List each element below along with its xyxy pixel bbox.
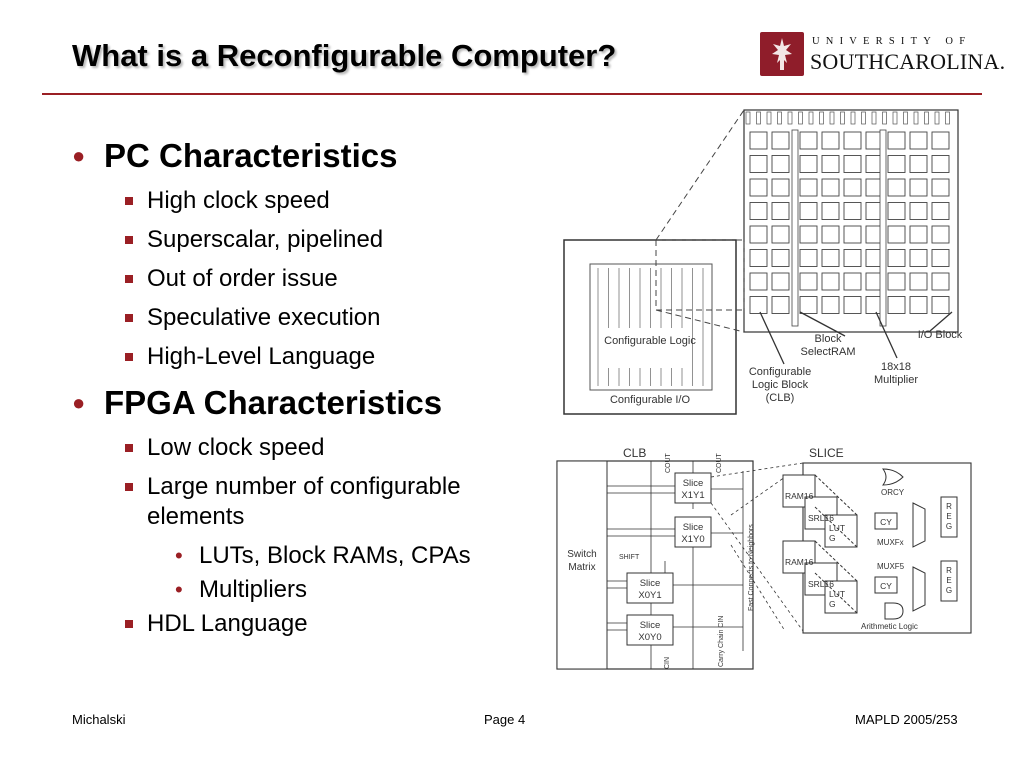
bullet-item: Large number of configurable elements (72, 472, 542, 532)
bullet-heading-pc: ● PC Characteristics (72, 134, 542, 186)
square-bullet-icon (125, 197, 133, 205)
clb-cell (888, 273, 905, 290)
cy-label: CY (880, 517, 892, 527)
clb-cell (772, 297, 789, 314)
arithmetic-logic-label: Arithmetic Logic (861, 622, 918, 631)
clb-cell (750, 179, 767, 196)
svg-text:G: G (945, 522, 953, 531)
bullet-dot-icon: ● (72, 390, 86, 415)
svg-text:LUT: LUT (829, 589, 846, 599)
svg-text:E: E (946, 576, 952, 585)
logo-top-text: UNIVERSITY OF (812, 36, 972, 47)
clb-cell (800, 156, 817, 173)
bullet-dot-icon: ● (72, 143, 86, 168)
clb-slice-figure (553, 441, 977, 674)
university-logo (760, 32, 1006, 78)
clb-cell (932, 203, 949, 220)
svg-text:SelectRAM: SelectRAM (800, 346, 856, 358)
clb-cell (910, 250, 927, 267)
svg-text:G: G (945, 586, 953, 595)
svg-text:RAM16: RAM16 (785, 491, 814, 501)
clb-cell (750, 297, 767, 314)
clb-cell (822, 156, 839, 173)
svg-text:X1Y1: X1Y1 (681, 490, 705, 501)
clb-cell (844, 203, 861, 220)
svg-text:G: G (829, 533, 836, 543)
clb-cell (844, 250, 861, 267)
clb-cell (750, 203, 767, 220)
clb-cell (844, 297, 861, 314)
clb-cell (772, 179, 789, 196)
clb-cell (772, 132, 789, 149)
svg-text:18x18: 18x18 (881, 361, 911, 373)
fpga-architecture-figure (560, 106, 980, 420)
svg-text:E: E (946, 512, 952, 521)
svg-text:COUT: COUT (716, 453, 723, 473)
bullet-list (72, 134, 542, 648)
cout-label: COUT (665, 453, 672, 473)
clb-cell (800, 132, 817, 149)
slice-title: SLICE (809, 446, 844, 460)
clb-cell (772, 203, 789, 220)
clb-cell (910, 226, 927, 243)
clb-cell (800, 273, 817, 290)
carry-chain-label: Carry Chain CIN (718, 615, 725, 667)
clb-cell (888, 132, 905, 149)
bullet-item: Speculative execution (72, 303, 542, 333)
square-bullet-icon (125, 620, 133, 628)
square-bullet-icon (125, 275, 133, 283)
footer-venue: MAPLD 2005/253 (855, 712, 958, 727)
clb-cell (888, 250, 905, 267)
orcy-label: ORCY (881, 488, 905, 497)
svg-text:SRL16: SRL16 (808, 513, 834, 523)
clb-cell (772, 156, 789, 173)
logo-main-text: SOUTHCAROLINA. (810, 49, 1006, 74)
clb-cell (910, 179, 927, 196)
svg-text:Matrix: Matrix (568, 562, 596, 573)
clb-cell (932, 132, 949, 149)
svg-text:Slice: Slice (639, 578, 661, 589)
shift-label: SHIFT (619, 554, 640, 561)
clb-cell (888, 179, 905, 196)
clb-cell (750, 250, 767, 267)
configurable-io-label: Configurable I/O (609, 394, 691, 406)
bullet-item: High clock speed (72, 186, 542, 216)
clb-cell (822, 273, 839, 290)
title-divider (42, 93, 982, 95)
clb-cell (844, 132, 861, 149)
svg-text:Switch: Switch (567, 549, 597, 560)
clb-cell (822, 179, 839, 196)
svg-text:Block: Block (814, 333, 842, 345)
clb-cell (932, 179, 949, 196)
university-seal-icon (760, 32, 804, 76)
clb-cell (844, 156, 861, 173)
slide-title: What is a Reconfigurable Computer? (72, 38, 617, 73)
block-ram-column (792, 130, 798, 326)
svg-text:G: G (829, 599, 836, 609)
bullet-heading-fpga: ● FPGA Characteristics (72, 381, 542, 433)
square-bullet-icon (125, 483, 133, 491)
svg-text:LUT: LUT (829, 523, 846, 533)
square-bullet-icon (125, 353, 133, 361)
clb-cell (772, 273, 789, 290)
bullet-item: Low clock speed (72, 433, 542, 463)
square-bullet-icon (125, 314, 133, 322)
clb-cell (844, 179, 861, 196)
clb-cell (910, 203, 927, 220)
svg-text:RAM16: RAM16 (785, 557, 814, 567)
clb-cell (888, 156, 905, 173)
clb-cell (932, 250, 949, 267)
clb-cell (910, 273, 927, 290)
bullet-item: HDL Language (72, 609, 542, 639)
bullet-item: Superscalar, pipelined (72, 225, 542, 255)
clb-cell (750, 156, 767, 173)
clb-cell (888, 297, 905, 314)
svg-text:X0Y1: X0Y1 (638, 590, 662, 601)
configurable-logic-label: Configurable Logic (604, 335, 696, 347)
clb-cell (910, 156, 927, 173)
clb-cell (750, 226, 767, 243)
clb-cell (800, 250, 817, 267)
block-ram-column (880, 130, 886, 326)
clb-cell (822, 203, 839, 220)
square-bullet-icon (125, 236, 133, 244)
clb-title: CLB (623, 446, 647, 460)
bullet-item: Out of order issue (72, 264, 542, 294)
round-bullet-icon: • (175, 577, 183, 602)
clb-cell (888, 203, 905, 220)
muxf5-label: MUXF5 (877, 562, 905, 571)
svg-text:Slice: Slice (682, 478, 704, 489)
clb-cell (822, 250, 839, 267)
clb-cell (750, 273, 767, 290)
clb-cell (932, 273, 949, 290)
bullet-item: High-Level Language (72, 342, 542, 372)
svg-text:X0Y0: X0Y0 (638, 632, 662, 643)
svg-text:(CLB): (CLB) (765, 392, 795, 404)
clb-cell (844, 273, 861, 290)
footer-author: Michalski (72, 712, 126, 727)
clb-cell (888, 226, 905, 243)
clb-cell (800, 203, 817, 220)
clb-cell (800, 179, 817, 196)
clb-cell (750, 132, 767, 149)
svg-text:X1Y0: X1Y0 (681, 534, 705, 545)
io-block-label: I/O Block (917, 329, 963, 341)
svg-text:Slice: Slice (682, 522, 704, 533)
clb-cell (910, 132, 927, 149)
zoom-line (656, 110, 744, 240)
footer-page-number: Page 4 (484, 712, 526, 727)
svg-text:Multiplier: Multiplier (873, 374, 919, 386)
clb-cell (910, 297, 927, 314)
sub-bullet-item: • Multipliers (175, 576, 308, 603)
svg-text:Slice: Slice (639, 620, 661, 631)
svg-text:R: R (946, 566, 952, 575)
muxfx-label: MUXFx (877, 538, 904, 547)
clb-cell (800, 226, 817, 243)
clb-cell (844, 226, 861, 243)
clb-cell (800, 297, 817, 314)
svg-text:SRL16: SRL16 (808, 579, 834, 589)
clb-cell (772, 226, 789, 243)
clb-cell (932, 226, 949, 243)
svg-text:R: R (946, 502, 952, 511)
square-bullet-icon (125, 444, 133, 452)
clb-cell (932, 156, 949, 173)
cin-label: CIN (664, 656, 671, 669)
clb-cell (822, 297, 839, 314)
clb-label: Configurable (748, 366, 812, 378)
svg-text:Logic Block: Logic Block (751, 379, 809, 391)
fast-connects-label: Fast Connects to Neighbors (748, 524, 755, 611)
round-bullet-icon: • (175, 543, 183, 568)
svg-text:CY: CY (880, 581, 892, 591)
clb-cell (932, 297, 949, 314)
sub-bullet-item: • LUTs, Block RAMs, CPAs (175, 542, 471, 569)
clb-cell (822, 132, 839, 149)
clb-cell (822, 226, 839, 243)
clb-cell (772, 250, 789, 267)
